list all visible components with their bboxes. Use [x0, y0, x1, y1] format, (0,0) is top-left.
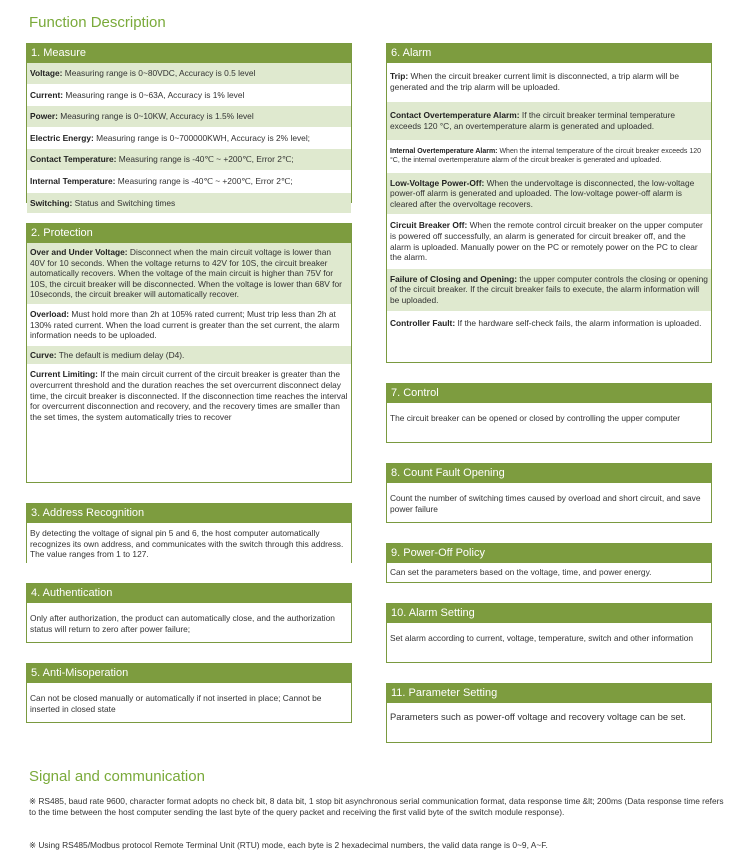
measure-row: Current: Measuring range is 0~63A, Accuracy is 1% level — [27, 85, 351, 107]
measure-row: Power: Measuring range is 0~10KW, Accuracy is 1.5% level — [27, 106, 351, 128]
antimis-heading: 5. Anti-Misoperation — [27, 664, 351, 683]
alarm-row: Controller Fault: If the hardware self-check fails, the alarm information is uploaded. — [387, 312, 711, 336]
alarm-row: Circuit Breaker Off: When the remote control circuit breaker on the upper computer is powered off successfully, an alarm is generated for circuit breaker off, and the alarm is uploaded. Manually power on the PC or remotely power on the PC to clear the alarm. — [387, 215, 711, 268]
alarmsetting-heading: 10. Alarm Setting — [387, 604, 711, 623]
measure-row: Voltage: Measuring range is 0~80VDC, Accuracy is 0.5 level — [27, 63, 351, 85]
paramsetting-heading: 11. Parameter Setting — [387, 684, 711, 703]
page-title: Function Description — [29, 14, 166, 31]
measure-section — [26, 43, 352, 208]
countfault-text: Count the number of switching times caused by overload and short circuit, and save power failure — [387, 483, 711, 517]
paramsetting-section — [386, 683, 712, 743]
authentication-heading: 4. Authentication — [27, 584, 351, 603]
paramsetting-text: Parameters such as power-off voltage and recovery voltage can be set. — [387, 703, 711, 726]
alarm-section — [386, 43, 712, 363]
control-section — [386, 383, 712, 443]
alarm-row: Low-Voltage Power-Off: When the undervoltage is disconnected, the low-voltage power-off alarm is generated and uploaded. The low-voltage power-off alarm is cleared after the overvoltage recovers. — [387, 173, 711, 216]
measure-row: Contact Temperature: Measuring range is -40℃ ~ +200℃, Error 2℃; — [27, 149, 351, 171]
authentication-section — [26, 583, 352, 643]
control-text: The circuit breaker can be opened or closed by controlling the upper computer — [387, 403, 711, 427]
countfault-section — [386, 463, 712, 523]
measure-heading: 1. Measure — [27, 44, 351, 63]
poweroff-heading: 9. Power-Off Policy — [387, 544, 711, 563]
countfault-heading: 8. Count Fault Opening — [387, 464, 711, 483]
poweroff-text: Can set the parameters based on the voltage, time, and power energy. — [387, 563, 711, 581]
protection-row: Current Limiting: If the main circuit current of the circuit breaker is greater than the overcurrent threshold and the duration reaches the set overcurrent disconnect delay time, the circuit breaker is disconnected. If the disconnection time reaches the interval for overcurrent disconnection and recovery, and the recovery times are smaller than the set times, the system automatically tries to recover — [27, 365, 351, 427]
alarmsetting-section — [386, 603, 712, 663]
alarm-row: Failure of Closing and Opening: the upper computer controls the closing or opening of the circuit breaker. If the circuit breaker fails to execute, the alarm information will be uploaded. — [387, 269, 711, 312]
poweroff-section — [386, 543, 712, 583]
signal-paragraph-2: ※ Using RS485/Modbus protocol Remote Terminal Unit (RTU) mode, each byte is 2 hexadecimal numbers, the valid data range is 0~9, A~F. — [29, 840, 548, 850]
protection-row: Over and Under Voltage: Disconnect when the main circuit voltage is lower than 40V for 10 seconds. When the voltage returns to 42V for 10S, the circuit breaker automatically recovers. When the voltage of the main circuit is higher than 75V for 10S, the circuit breaker will be disconnected. When the voltage is lower than 68V for 10seconds, the circuit breaker will automatically recover. — [27, 243, 351, 305]
signal-paragraph-1: ※ RS485, baud rate 9600, character format adopts no check bit, 8 data bit, 1 stop bit asynchronous serial communication format, data response time &lt; 200ms (Data response time refers to the time between the host computer sending the last byte of the query packet and receiving the first valid byte of the switch module response). — [29, 796, 724, 817]
alarm-row: Trip: When the circuit breaker current limit is disconnected, a trip alarm will be generated and the trip alarm will be uploaded. — [387, 63, 711, 102]
protection-section — [26, 223, 352, 483]
alarm-row: Contact Overtemperature Alarm: If the circuit breaker terminal temperature exceeds 120 °C, an overtemperature alarm is generated and uploaded. — [387, 102, 711, 141]
measure-row: Internal Temperature: Measuring range is -40℃ ~ +200℃, Error 2℃; — [27, 171, 351, 193]
authentication-text: Only after authorization, the product can automatically close, and the authorization status will return to zero after power failure; — [27, 603, 351, 637]
protection-heading: 2. Protection — [27, 224, 351, 243]
signal-title: Signal and communication — [29, 768, 205, 785]
address-section — [26, 503, 352, 563]
control-heading: 7. Control — [387, 384, 711, 403]
protection-row: Curve: The default is medium delay (D4). — [27, 346, 351, 366]
alarmsetting-text: Set alarm according to current, voltage, temperature, switch and other information — [387, 623, 711, 647]
alarm-heading: 6. Alarm — [387, 44, 711, 63]
antimis-section — [26, 663, 352, 723]
address-heading: 3. Address Recognition — [27, 504, 351, 523]
measure-row: Electric Energy: Measuring range is 0~700000KWH, Accuracy is 2% level; — [27, 128, 351, 150]
address-text: By detecting the voltage of signal pin 5 and 6, the host computer automatically recognizes its own address, and communicates with the switch through this address. The value ranges from 1 to 127. — [27, 523, 351, 563]
alarm-row: Internal Overtemperature Alarm: When the internal temperature of the circuit breaker exceeds 120 °C, the internal overtemperature alarm of the circuit breaker is generated and uploaded. — [387, 141, 711, 172]
protection-row: Overload: Must hold more than 2h at 105% rated current; Must trip less than 2h at 130% rated current. When the load current is greater than the set current, the alarm information needs to be uploaded. — [27, 305, 351, 346]
measure-row: Switching: Status and Switching times — [27, 193, 351, 215]
antimis-text: Can not be closed manually or automatically if not inserted in place; Cannot be inserted in closed state — [27, 683, 351, 717]
